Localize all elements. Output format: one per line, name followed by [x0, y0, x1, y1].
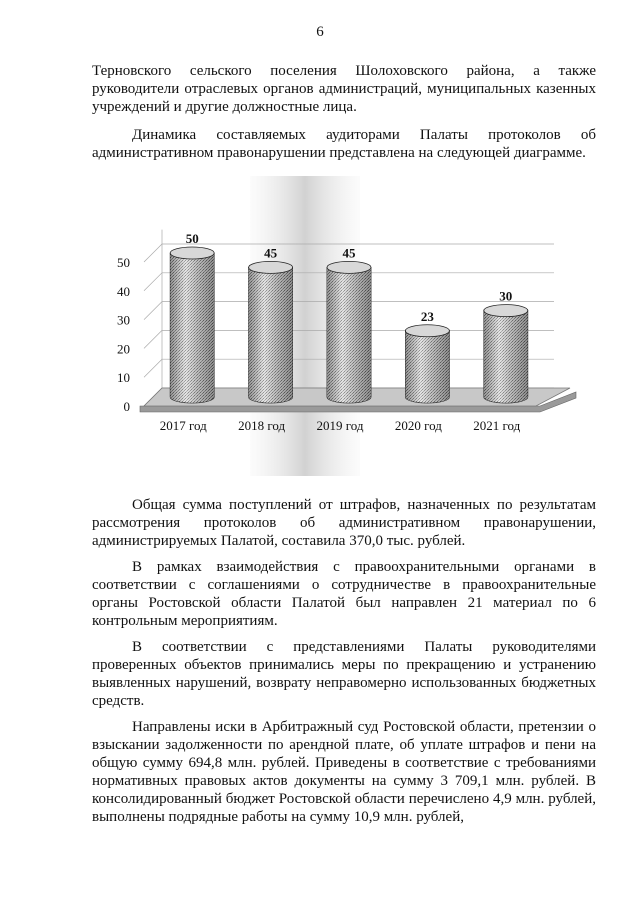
bar — [170, 231, 214, 403]
bar-value-label: 45 — [264, 245, 278, 261]
x-axis — [160, 418, 521, 433]
bar-value-label: 45 — [342, 245, 356, 261]
paragraph-lawsuits: Направлены иски в Арбитражный суд Ростовской области, претензии о взыскании задолженности по арендной плате, об уплате штрафов и пени на общую сумму 694,8 млн. рублей. Приведены в соответствие с требованиями нормативных правовых актов документы на сумму 3 709,1 млн. рублей. В консолидированный бюджет Ростовской области перечислено 4,9 млн. рублей, выполнены подрядные работы на сумму 10,9 млн. рублей, — [92, 719, 596, 825]
bar-texture — [405, 331, 449, 403]
bar-top — [484, 305, 528, 317]
bar-texture — [327, 267, 371, 403]
x-tick-label: 2021 год — [473, 418, 521, 433]
bar — [327, 245, 371, 403]
x-tick-label: 2019 год — [316, 418, 364, 433]
bar-top — [170, 247, 214, 259]
paragraph-fines: Общая сумма поступлений от штрафов, назначенных по результатам рассмотрения протоколов об административном правонарушении, администрируемых Палатой, составила 370,0 тыс. рублей. — [92, 497, 596, 549]
bar — [484, 289, 528, 403]
bar-value-label: 30 — [499, 288, 513, 304]
bar-top — [405, 325, 449, 337]
paragraph-intro: Терновского сельского поселения Шолоховского района, а также руководители отраслевых органов администраций, муниципальных казенных учреждений и другие должностные лица. — [92, 63, 596, 115]
bar-top — [249, 261, 293, 273]
bar-texture — [249, 267, 293, 403]
y-tick-label: 30 — [117, 312, 130, 328]
x-tick-label: 2018 год — [238, 418, 286, 433]
y-tick-label: 40 — [117, 283, 130, 299]
bar-value-label: 23 — [420, 308, 434, 324]
paragraph-law-enforcement: В рамках взаимодействия с правоохранительными органами в соответствии с соглашениями о сотрудничестве в правоохранительные органы Ростовской области Палатой был направлен 21 материал по 6 контрольным мероприятиям. — [92, 559, 596, 629]
page-number: 6 — [316, 24, 324, 40]
y-tick-label: 20 — [117, 341, 130, 357]
bar — [249, 245, 293, 403]
paragraph-measures: В соответствии с представлениями Палаты руководителями проверенных объектов принимались меры по прекращению и устранению выявленных нарушений, возврату неправомерно использованных бюджетных средств. — [92, 639, 596, 709]
y-tick-label: 50 — [117, 255, 130, 270]
bar-texture — [170, 253, 214, 403]
bar-value-label: 50 — [185, 231, 199, 246]
paragraph-chart-intro: Динамика составляемых аудиторами Палаты протоколов об административном правонарушении представлена на следующей диаграмме. — [92, 127, 596, 161]
bar-texture — [484, 311, 528, 403]
y-tick-label: 0 — [123, 399, 130, 414]
chart-canvas — [92, 176, 596, 476]
bar — [405, 309, 449, 403]
bars — [170, 231, 528, 403]
x-tick-label: 2020 год — [394, 418, 442, 433]
x-tick-label: 2017 год — [159, 418, 207, 433]
y-tick-label: 10 — [117, 370, 130, 386]
protocols-chart — [92, 176, 596, 476]
y-axis — [117, 255, 130, 414]
bar-top — [327, 261, 371, 273]
